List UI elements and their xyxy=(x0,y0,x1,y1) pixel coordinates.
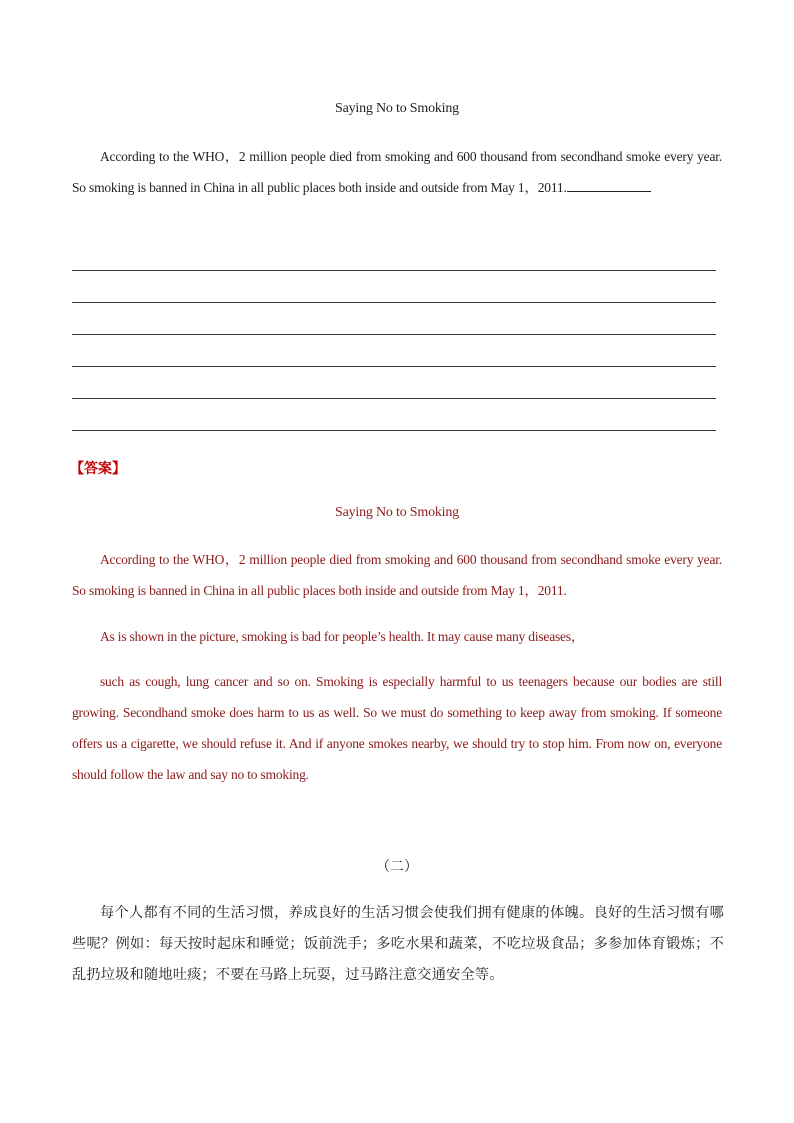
section-heading: （二） xyxy=(376,859,418,875)
writing-line[interactable] xyxy=(72,430,716,431)
writing-line[interactable] xyxy=(72,270,716,271)
answer-paragraph-3 xyxy=(72,666,722,790)
writing-line[interactable] xyxy=(72,334,716,335)
question-prompt-text: According to the WHO，2 million people died from smoking and 600 thousand from secondhand smoke every year. So smoking is banned in China in all public places both inside and outside from May 1，2011. xyxy=(72,149,722,195)
writing-line[interactable] xyxy=(72,398,716,399)
answer-label: 【答案】 xyxy=(70,461,126,477)
answer-paragraph-1 xyxy=(72,544,722,606)
answer-paragraph-2 xyxy=(72,621,722,652)
answer-paragraph-2-text: As is shown in the picture, smoking is bad for people’s health. It may cause many diseases， xyxy=(100,629,585,644)
answer-blank[interactable] xyxy=(567,177,651,192)
section-body-text: 每个人都有不同的生活习惯，养成良好的生活习惯会使我们拥有健康的体魄。良好的生活习惯有哪些呢？例如：每天按时起床和睡觉；饭前洗手；多吃水果和蔬菜，不吃垃圾食品；多参加体育锻炼；不乱扔垃圾和随地吐痰；不要在马路上玩耍，过马路注意交通安全等。 xyxy=(72,905,724,983)
writing-line[interactable] xyxy=(72,366,716,367)
answer-paragraph-3-text: such as cough, lung cancer and so on. Smoking is especially harmful to us teenagers because our bodies are still growing. Secondhand smoke does harm to us as well. So we must do something to keep away from smoking. If someone offers us a cigarette, we should refuse it. And if anyone smokes nearby, we should try to stop him. From now on, everyone should follow the law and say no to smoking. xyxy=(72,674,722,782)
question-prompt xyxy=(72,141,722,203)
answer-paragraph-1-text: According to the WHO，2 million people died from smoking and 600 thousand from secondhand smoke every year. So smoking is banned in China in all public places both inside and outside from May 1，2011. xyxy=(72,552,722,598)
writing-line[interactable] xyxy=(72,302,716,303)
answer-title: Saying No to Smoking xyxy=(335,505,459,520)
section-body xyxy=(72,898,724,991)
question-title: Saying No to Smoking xyxy=(335,101,459,116)
